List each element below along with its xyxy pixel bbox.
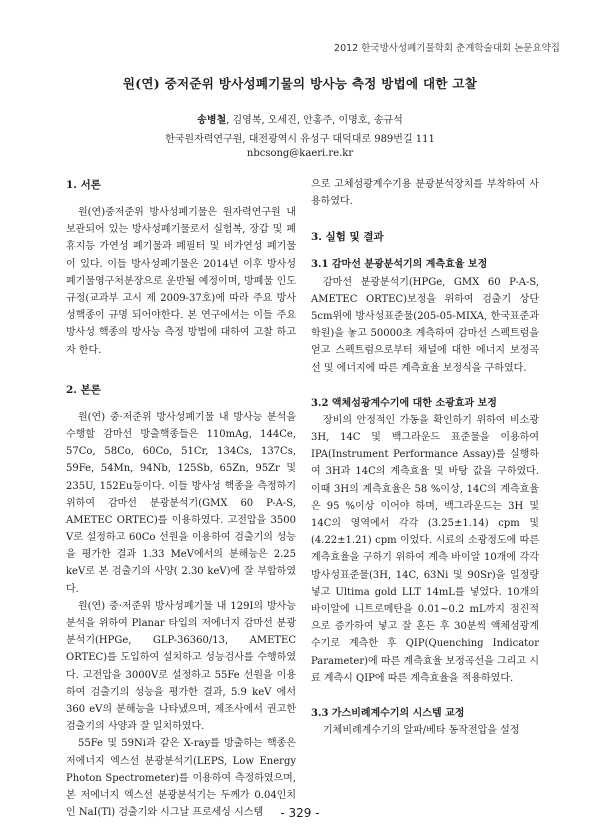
subsection-heading: 3.3 가스비례계수기의 시스템 교정 [311,707,465,719]
conference-header: 2012 한국방사성폐기물학회 춘계학술대회 논문요약집 [334,43,560,54]
paper-title: 원(연) 중저준위 방사성폐기물의 방사능 측정 방법에 대한 고찰 [122,76,478,91]
author-list [0,111,600,126]
paragraph: 55Fe 및 59Ni과 같은 X-ray를 방출하는 핵종은 저에너지 엑스선 분광분석기(LEPS, Low Energy Photon Spectrometer)를 이용하여 측정하였으며, 본 저에너지 엑스선 분광분석기는 두께가 0.04인치인 NaI(Tl) 검출기와 시그날 프로세싱 시스템 [66,738,296,819]
subsection-heading: 3.2 액체섬광계수기에 대한 소광효과 보정 [311,397,497,409]
paragraph: 으로 고체섬광계수기용 분광분석장치를 부착하여 사용하였다. [311,179,539,208]
subsection-heading: 3.1 감마선 분광분석기의 계측효율 보정 [311,259,488,271]
co-authors: , 김영복, 오세진, 안홍주, 이명호, 송규석 [226,115,403,126]
right-column [311,176,539,739]
affiliation: 한국원자력연구원, 대전광역시 유성구 대덕대로 989번길 111 [165,134,435,145]
lead-author: 송병철 [197,115,227,126]
author-email: nbcsong@kaeri.re.kr [246,148,354,159]
section-heading: 3. 실험 및 결과 [311,231,384,244]
paragraph: 원(연) 중·저준위 방사성폐기물 내 129I의 방사능 분석을 위하여 Planar 타입의 저에너지 감마선 분광분석기(HPGe, GLP-36360/13, AMETEC ORTEC)를 도입하여 설치하고 성능검사를 수행하였다. 고전압을 3000V로 설정하고 55Fe 선원을 이용하여 검출기의 성능을 평가한 결과, 5.9 keV 에서 360 eV의 분해능을 나타냈으며, 제조사에서 권고한 검출기의 사양과 잘 일치하였다. [66,600,296,733]
paragraph: 감마선 분광분석기(HPGe, GMX 60 P-A-S, AMETEC ORTEC)보정을 위하여 검출기 상단 5cm위에 방사성표준물(205-05-MIXA, 한국표준과학원)을 놓고 50000초 계측하여 감마선 스펙트럼을 얻고 스펙트럼으로부터 채널에 대한 에너지 보정곡선 및 에너지에 따른 계측효율 보정식을 구하였다. [311,276,539,374]
section-heading: 2. 본론 [66,383,101,396]
section-heading: 1. 서론 [66,179,101,191]
left-column [66,176,296,821]
paragraph: 장비의 안정적인 가동을 확인하기 위하여 비소광 3H, 14C 및 백그라운드 표준물을 이용하여 IPA(Instrument Performance Assay)를 실행하여 3H과 14C의 계측효율 및 바탕 값을 구하였다. 이때 3H의 계측효율은 58 %이상, 14C의 계측효율은 95 %이상 이어야 하며, 백그라운드는 3H 및 14C의 영역에서 각각 (3.25±1.14) cpm 및 (4.22±1.21) cpm 이었다. 시료의 소광정도에 따른 계측효율을 구하기 위하여 계측 바이알 10개에 각각 방사성표준물(3H, 14C, 63Ni 및 90Sr)을 일정량 넣고 Ultima gold LLT 14mL를 넣었다. 10개의 바이알에 니트로메탄을 0.01~0.2 mL까지 점진적으로 증가하여 넣고 잘 혼든 후 30분씩 액체섬광계수기로 계측한 후 QIP(Quenching Indicator Parameter)에 따른 계측효율 보정곡선을 그리고 시료 계측시 QIP에 따른 계측효율을 적용하였다. [311,414,539,684]
page-number: - 329 - [280,806,320,820]
paragraph: 원(연)중저준위 방사성폐기물은 원자력연구원 내 보관되어 있는 방사성폐기물로서 실험복, 장갑 및 폐휴지등 가연성 폐기물과 폐필터 및 비가연성 폐기물이 있다. 이들 방사성폐기물은 2014년 이후 방사성폐기물영구처분장으로 운반될 예정이며, 방폐물 인도규정(교과부 고시 제 2009-37호)에 따라 주요 방사성핵종이 규명 되어야한다. 본 연구에서는 이들 주요 방사성 핵종의 방사능 측정 방법에 대하여 고찰 하고자 한다. [66,207,296,356]
paragraph: 기체비례계수기의 알파/베타 동작전압을 설정 [323,725,520,737]
paragraph: 원(연) 중·저준위 방사성폐기물 내 방사능 분석을 수행할 감마선 방출핵종들은 110mAg, 144Ce, 57Co, 58Co, 60Co, 51Cr, 134Cs, 137Cs, 59Fe, 54Mn, 94Nb, 125Sb, 65Zn, 95Zr 및 235U, 152Eu등이다. 이들 방사성 핵종을 측정하기 위하여 감마선 분광분석기(GMX 60 P-A-S, AMETEC ORTEC)를 이용하였다. 고전압을 3500 V로 설정하고 60Co 선원을 이용하여 검출기의 성능을 평가한 결과 1.33 MeV에서의 분해능은 2.25 keV로 본 검출기의 사양( 2.30 keV)에 잘 부합하였다. [66,411,296,595]
